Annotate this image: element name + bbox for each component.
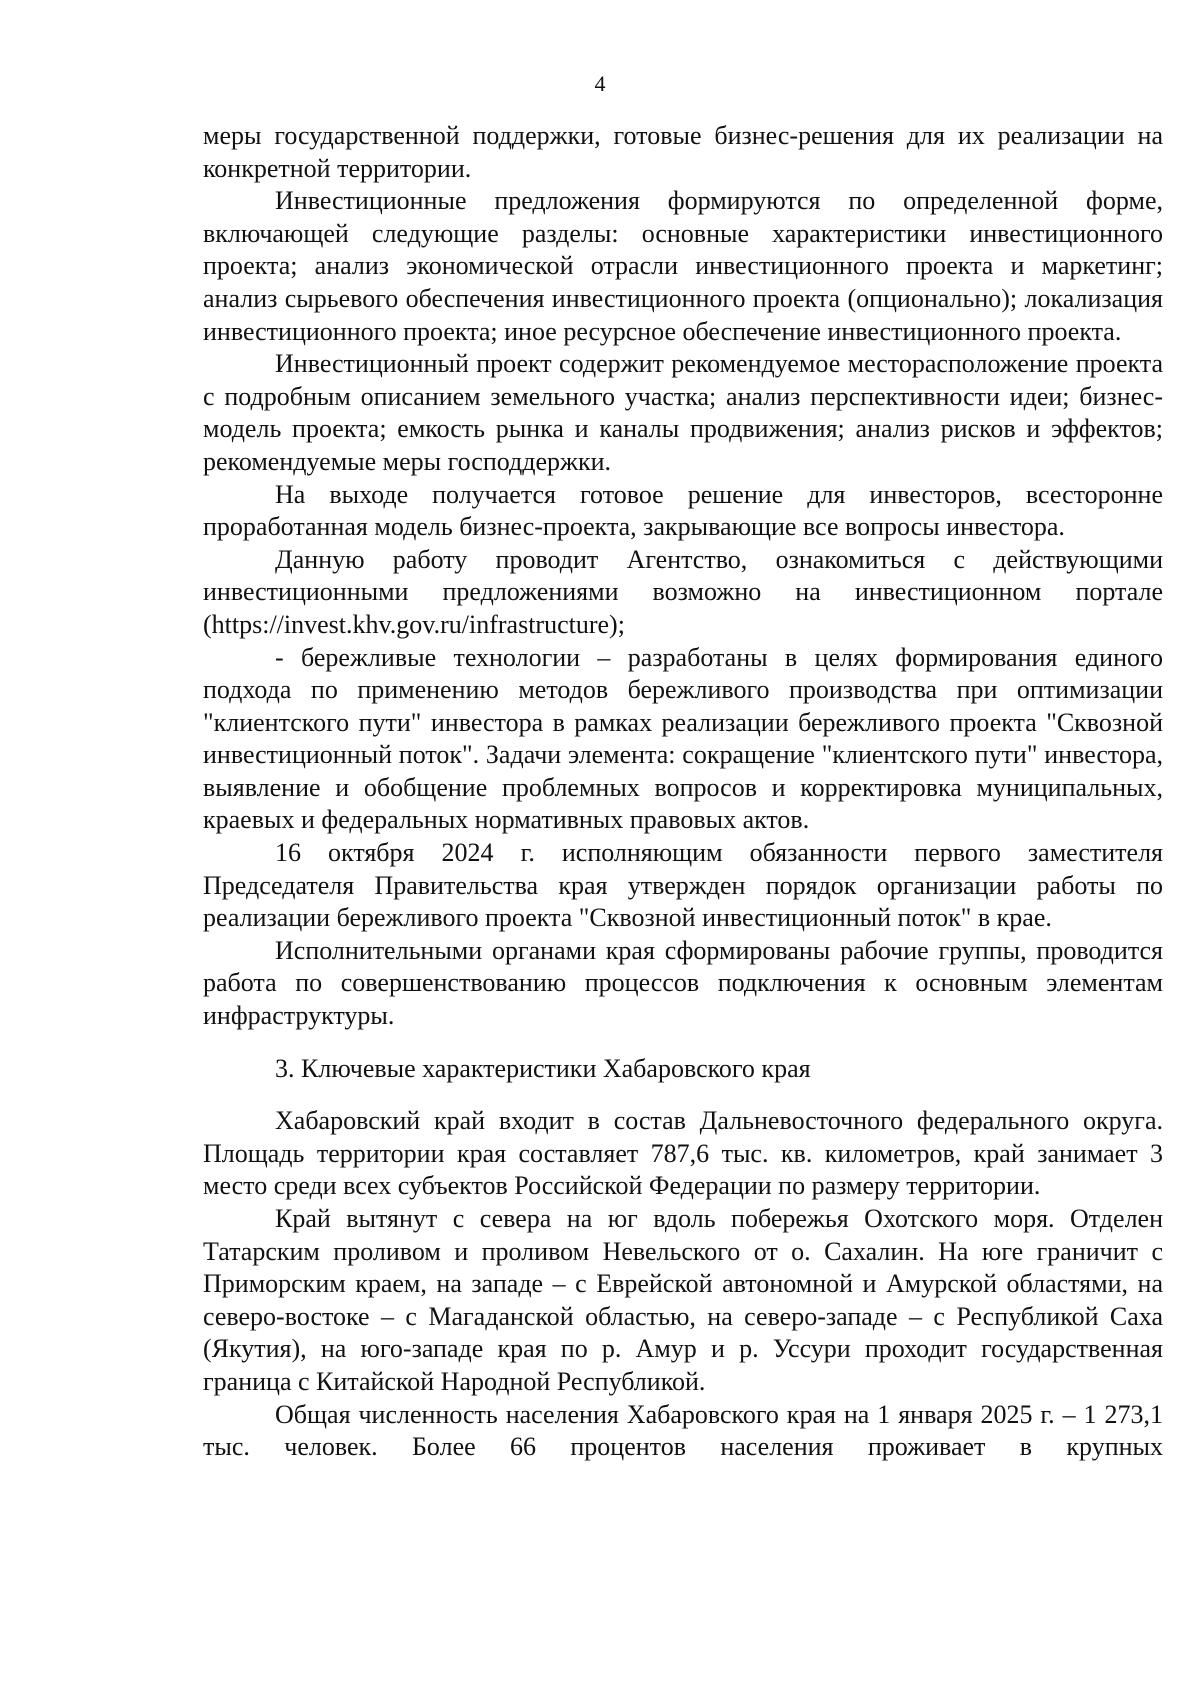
paragraph-geography: Край вытянут с севера на юг вдоль побережья Охотского моря. Отделен Татарским проливом и проливом Невельского от о. Сахалин. На юге граничит с Приморским краем, на западе – с Еврейской автономной и Амурской областями, на северо-востоке – с Магаданской областью, на северо-западе – с Республикой Саха (Якутия), на юго-западе края по р. Амур и р. Уссури проходит государственная граница с Китайской Народной Республикой.: [203, 1204, 1163, 1396]
paragraph-population: Общая численность населения Хабаровского края на 1 января 2025 г. – 1 273,1 тыс. человек. Более 66 процентов населения проживает в крупных: [203, 1399, 1163, 1462]
paragraph-investment-proposals: Инвестиционные предложения формируются по определенной форме, включающей следующие разделы: основные характеристики инвестиционного проекта; анализ экономической отрасли инвестиционного проекта и маркетинг; анализ сырьевого обеспечения инвестиционного проекта (опционально); локализация инвестиционного проекта; иное ресурсное обеспечение инвестиционного проекта.: [203, 186, 1163, 346]
page-number: 4: [594, 71, 606, 96]
paragraph-lean-project-order: 16 октября 2024 г. исполняющим обязанности первого заместителя Председателя Правительства края утвержден порядок организации работы по реализации бережливого проекта "Сквозной инвестиционный поток" в крае.: [203, 838, 1163, 933]
document-body: [203, 120, 1163, 1464]
paragraph-ready-solution: На выходе получается готовое решение для инвесторов, всесторонне проработанная модель бизнес-проекта, закрывающие все вопросы инвестора.: [203, 479, 1163, 542]
section-heading: 3. Ключевые характеристики Хабаровского края: [275, 1053, 811, 1083]
paragraph-working-groups: Исполнительными органами края сформированы рабочие группы, проводится работа по совершенствованию процессов подключения к основным элементам инфраструктуры.: [203, 935, 1163, 1031]
paragraph-agency-work: Данную работу проводит Агентство, ознакомиться с действующими инвестиционными предложениями возможно на инвестиционном портале (https://invest.khv.gov.ru/infrastructure);: [203, 544, 1163, 639]
paragraph-investment-project: Инвестиционный проект содержит рекомендуемое месторасположение проекта с подробным описанием земельного участка; анализ перспективности идеи; бизнес-модель проекта; емкость рынка и каналы продвижения; анализ рисков и эффектов; рекомендуемые меры господдержки.: [203, 349, 1163, 476]
paragraph-continuation: меры государственной поддержки, готовые бизнес-решения для их реализации на конкретной территории.: [203, 121, 1163, 183]
paragraph-lean-technologies: - бережливые технологии – разработаны в целях формирования единого подхода по применению методов бережливого производства при оптимизации "клиентского пути" инвестора в рамках реализации бережливого проекта "Сквозной инвестиционный поток". Задачи элемента: сокращение "клиентского пути" инвестора, выявление и обобщение проблемных вопросов и корректировка муниципальных, краевых и федеральных нормативных правовых актов.: [203, 642, 1163, 835]
paragraph-territory: Хабаровский край входит в состав Дальневосточного федерального округа. Площадь территории края составляет 787,6 тыс. кв. километров, край занимает 3 место среди всех субъектов Российской Федерации по размеру территории.: [203, 1106, 1163, 1201]
